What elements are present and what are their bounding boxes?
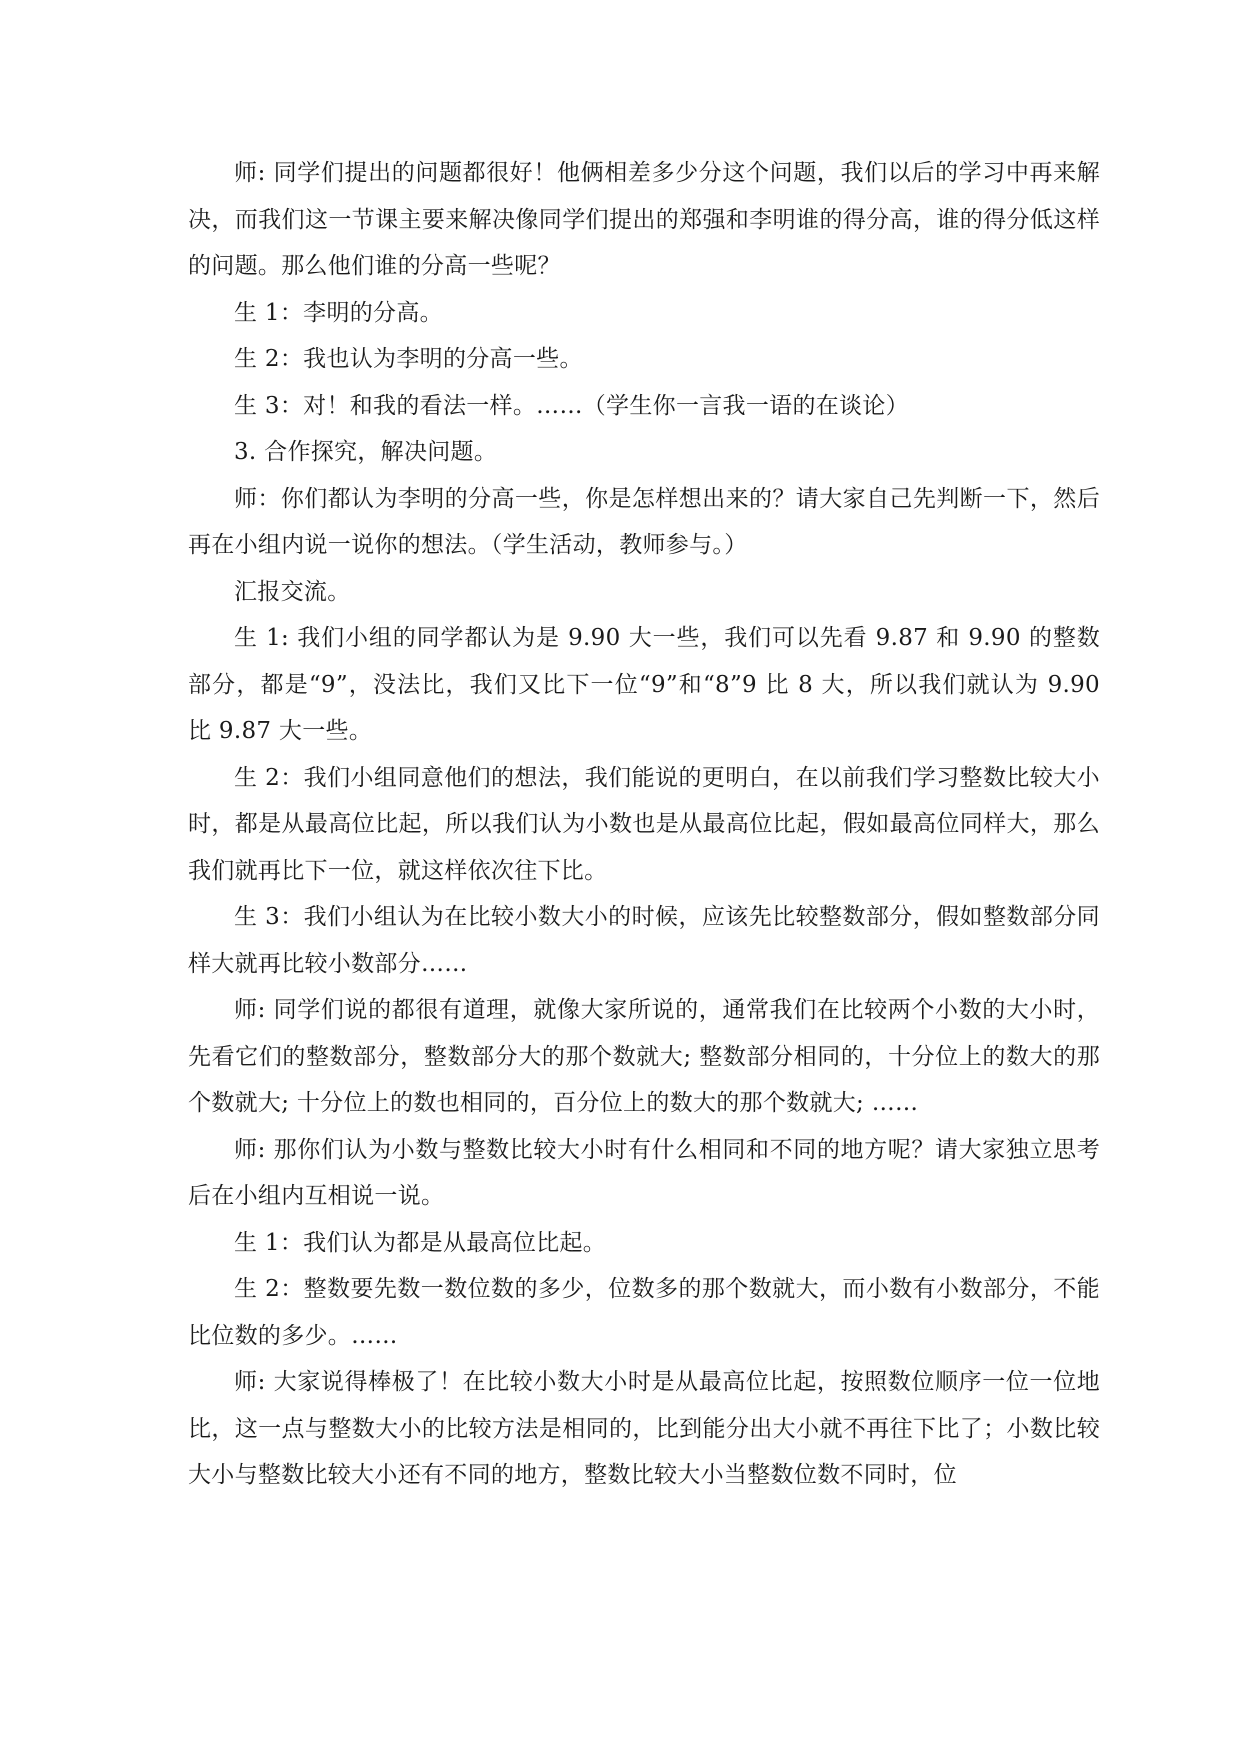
section-heading-cooperate: 3. 合作探究，解决问题。 xyxy=(234,439,498,465)
paragraph-teacher-2: 师：你们都认为李明的分高一些，你是怎样想出来的？请大家自己先判断一下，然后再在小组内说一说你的想法。（学生活动，教师参与。） xyxy=(188,485,1100,558)
paragraph-teacher-1: 师: 同学们提出的问题都很好！他俩相差多少分这个问题，我们以后的学习中再来解决，而我们这一节课主要来解决像同学们提出的郑强和李明谁的得分高，谁的得分低这样的问题。那么他们谁的分高一些呢？ xyxy=(188,160,1100,279)
paragraph-student-5: 生 2：我们小组同意他们的想法，我们能说的更明白，在以前我们学习整数比较大小时，都是从最高位比起，所以我们认为小数也是从最高位比起，假如最高位同样大，那么我们就再比下一位，就这样依次往下比。 xyxy=(188,764,1100,884)
paragraph-teacher-3: 师: 同学们说的都很有道理，就像大家所说的，通常我们在比较两个小数的大小时，先看它们的整数部分，整数部分大的那个数就大; 整数部分相同的，十分位上的数大的那个数就大; 十分位上的数也相同的，百分位上的数大的那个数就大; …… xyxy=(188,997,1100,1116)
paragraph-student-7: 生 1：我们认为都是从最高位比起。 xyxy=(234,1229,607,1256)
paragraph-student-4: 生 1: 我们小组的同学都认为是 9.90 大一些，我们可以先看 9.87 和 9.90 的整数部分，都是“9”，没法比，我们又比下一位“9”和“8”9 比 8 大，所以我们就认为 9.90 比 9.87 大一些。 xyxy=(188,625,1100,744)
paragraph-student-2: 生 2：我也认为李明的分高一些。 xyxy=(234,346,583,372)
paragraph-student-8: 生 2：整数要先数一数位数的多少，位数多的那个数就大，而小数有小数部分，不能比位数的多少。…… xyxy=(188,1276,1100,1349)
paragraph-teacher-4: 师: 那你们认为小数与整数比较大小时有什么相同和不同的地方呢？请大家独立思考后在小组内互相说一说。 xyxy=(188,1136,1100,1209)
paragraph-report: 汇报交流。 xyxy=(234,578,351,605)
document-page xyxy=(188,150,1100,1499)
paragraph-student-3: 生 3：对！和我的看法一样。……（学生你一言我一语的在谈论） xyxy=(234,392,909,419)
paragraph-student-1: 生 1：李明的分高。 xyxy=(234,299,443,326)
paragraph-teacher-5: 师: 大家说得棒极了！在比较小数大小时是从最高位比起，按照数位顺序一位一位地比，这一点与整数大小的比较方法是相同的，比到能分出大小就不再往下比了；小数比较大小与整数比较大小还有不同的地方，整数比较大小当整数位数不同时，位 xyxy=(188,1369,1100,1488)
paragraph-student-6: 生 3：我们小组认为在比较小数大小的时候，应该先比较整数部分，假如整数部分同样大就再比较小数部分…… xyxy=(188,904,1100,977)
